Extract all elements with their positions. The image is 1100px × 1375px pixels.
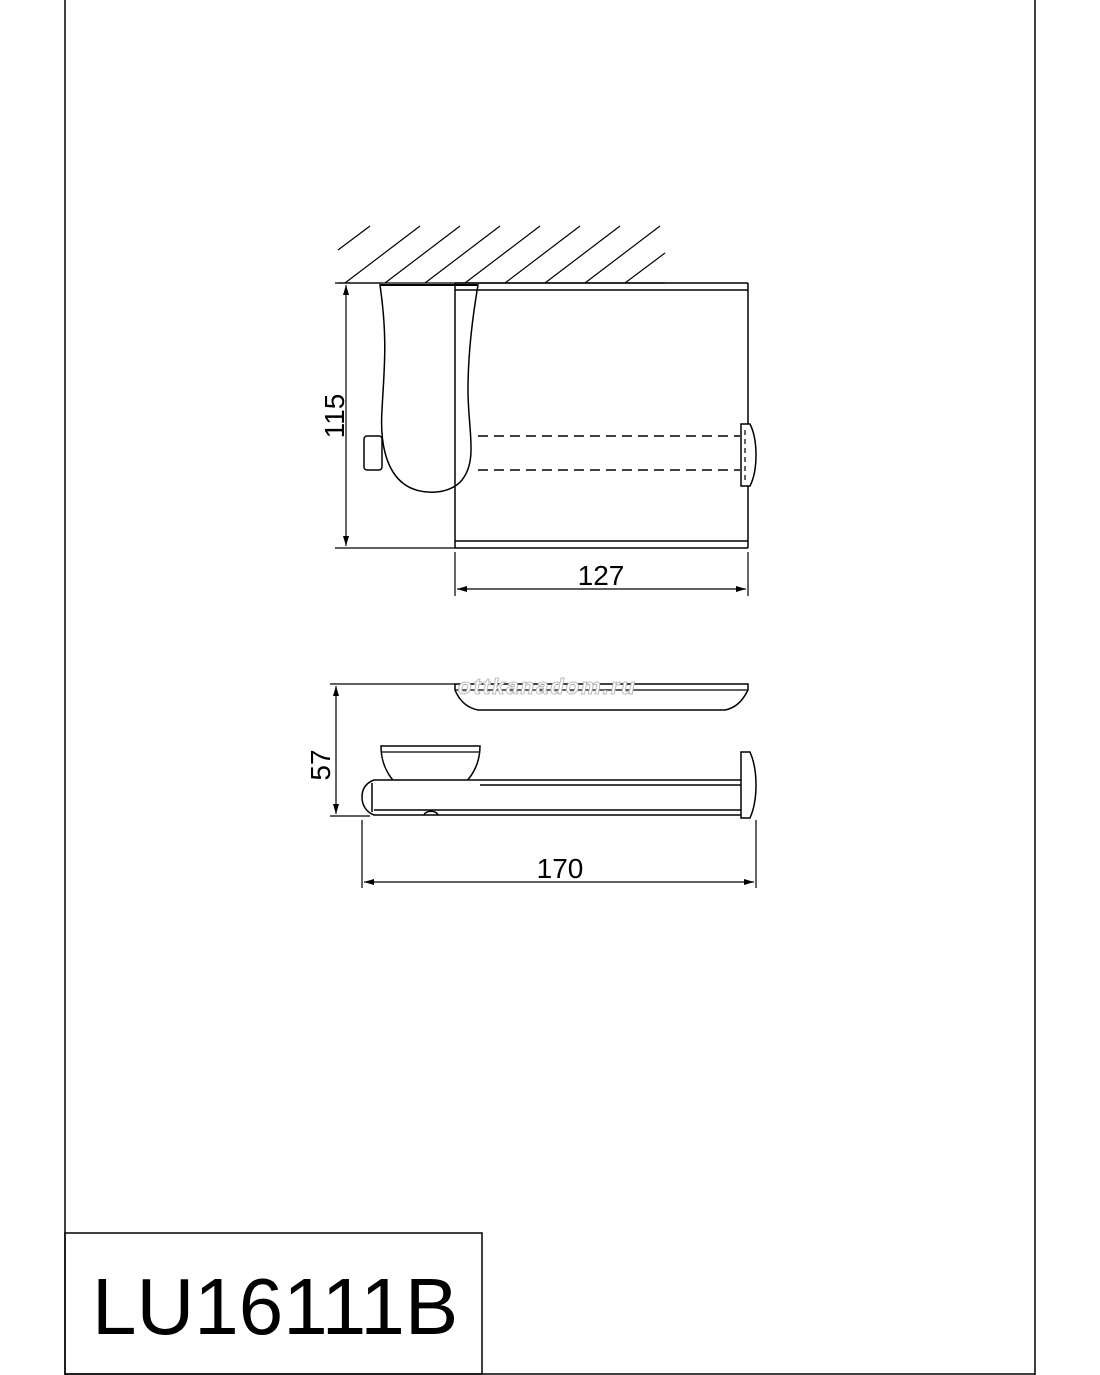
side-cover bbox=[455, 283, 748, 548]
top-view bbox=[305, 674, 756, 888]
model-code: LU16111B bbox=[92, 1262, 459, 1351]
side-hidden-bar bbox=[478, 436, 740, 470]
wall-hatch bbox=[338, 226, 665, 283]
side-depth-label: 127 bbox=[577, 560, 625, 591]
side-height-label: 115 bbox=[319, 393, 350, 439]
top-width-label: 170 bbox=[536, 853, 584, 884]
side-bracket bbox=[380, 285, 478, 492]
side-end-cap bbox=[364, 436, 382, 470]
watermark: ottkanadom.ru bbox=[458, 674, 637, 699]
side-view bbox=[319, 226, 756, 596]
top-end-knob bbox=[741, 752, 756, 818]
top-bar bbox=[362, 780, 742, 815]
side-end-knob bbox=[741, 424, 756, 486]
title-block bbox=[65, 1233, 482, 1374]
top-height-label: 57 bbox=[305, 749, 336, 781]
